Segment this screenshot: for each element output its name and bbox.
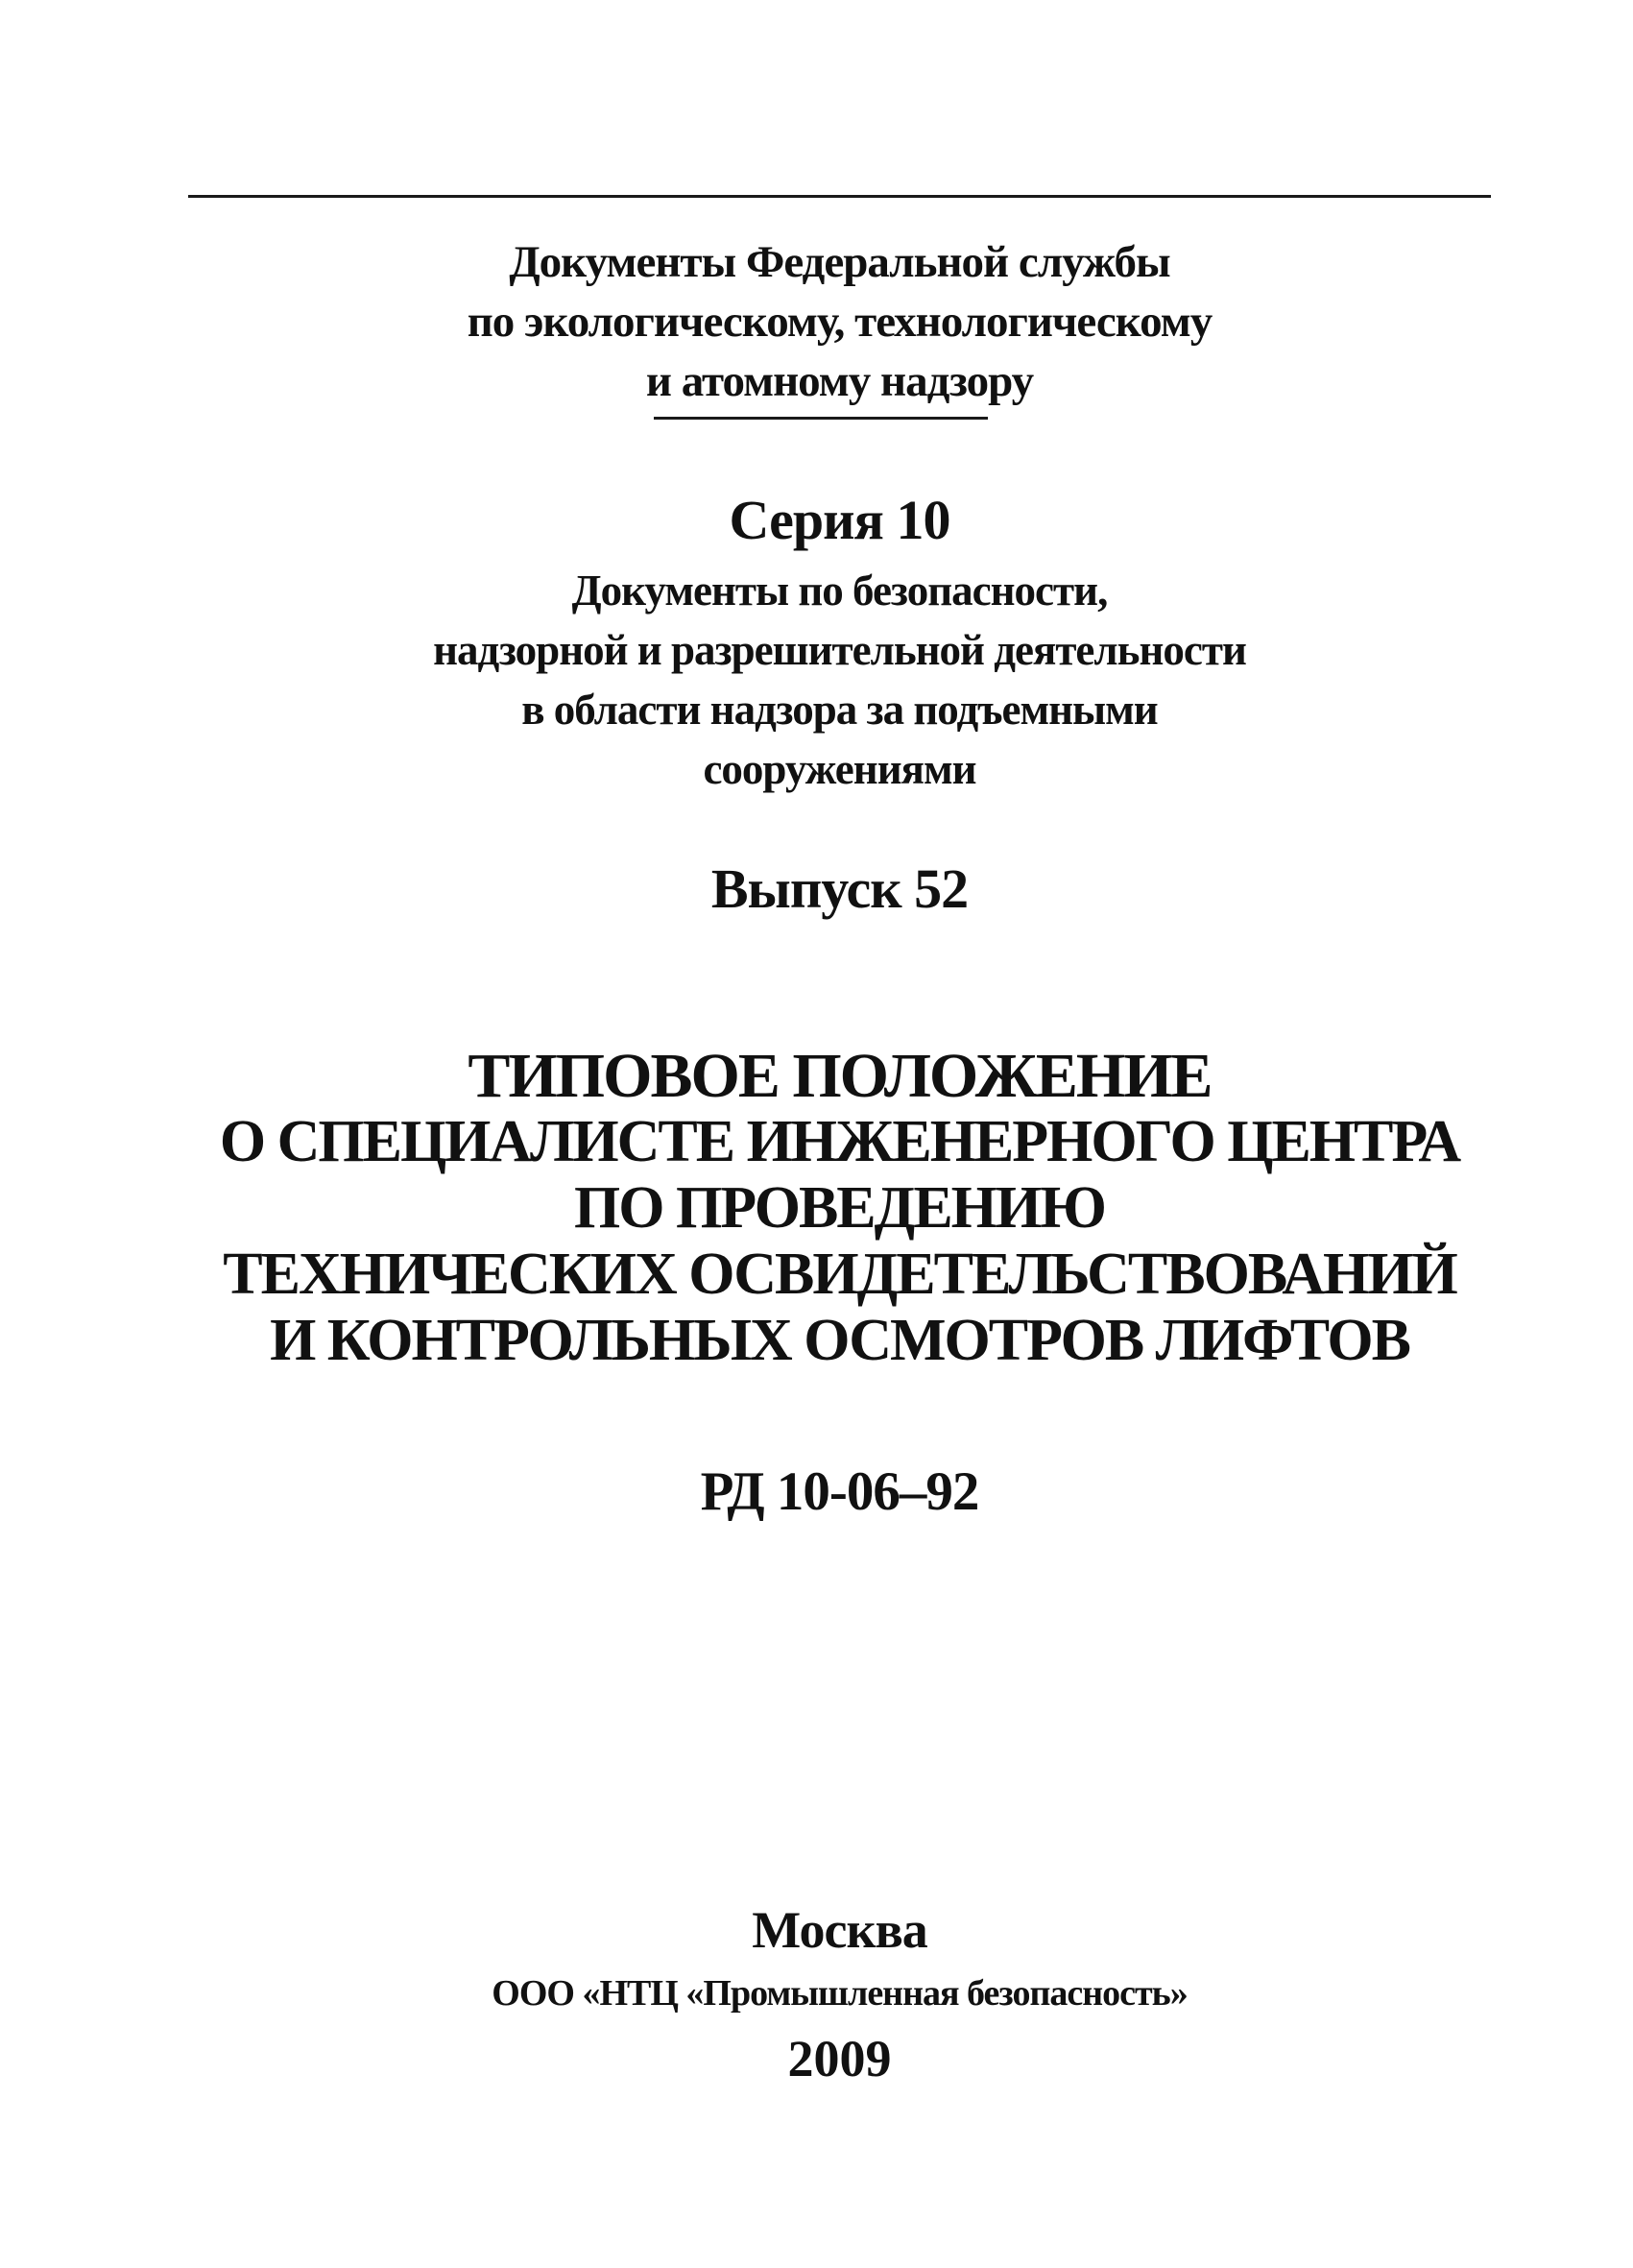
series-desc-line-2: надзорной и разрешительной деятельности	[433, 626, 1246, 674]
series-number: Серия 10	[729, 489, 950, 551]
imprint-publisher	[188, 1966, 1491, 2020]
agency-line-2: по экологическому, технологическому	[467, 297, 1213, 347]
agency-line-3: и атомному надзору	[645, 356, 1034, 406]
title-line-5: И КОНТРОЛЬНЫХ ОСМОТРОВ ЛИФТОВ	[270, 1308, 1409, 1373]
document-code-text: РД 10-06–92	[700, 1461, 979, 1522]
series-description	[188, 561, 1491, 799]
agency-divider	[654, 417, 988, 420]
agency-line-1: Документы Федеральной службы	[509, 237, 1170, 287]
series-desc-line-3: в области надзора за подъемными	[521, 686, 1158, 734]
title-line-2: О СПЕЦИАЛИСТЕ ИНЖЕНЕРНОГО ЦЕНТРА	[219, 1109, 1460, 1174]
series-desc-line-1: Документы по безопасности,	[571, 567, 1108, 615]
document-code	[188, 1458, 1491, 1527]
title-line-1: ТИПОВОЕ ПОЛОЖЕНИЕ	[468, 1041, 1212, 1111]
title-line-3: ПО ПРОВЕДЕНИЮ	[574, 1175, 1105, 1241]
issue-label: Выпуск 52	[710, 857, 969, 920]
city-text: Москва	[752, 1901, 927, 1959]
publisher-text: ООО «НТЦ «Промышленная безопасность»	[492, 1973, 1188, 2014]
series-desc-line-4: сооружениями	[703, 745, 976, 793]
title-line-4: ТЕХНИЧЕСКИХ ОСВИДЕТЕЛЬСТВОВАНИЙ	[223, 1242, 1456, 1307]
document-title	[188, 1043, 1491, 1374]
imprint-city	[188, 1897, 1491, 1963]
imprint-year	[188, 2026, 1491, 2091]
top-rule	[188, 195, 1491, 198]
year-text: 2009	[787, 2030, 892, 2087]
series-title	[188, 486, 1491, 555]
agency-heading	[188, 232, 1491, 411]
issue-number	[188, 855, 1491, 924]
